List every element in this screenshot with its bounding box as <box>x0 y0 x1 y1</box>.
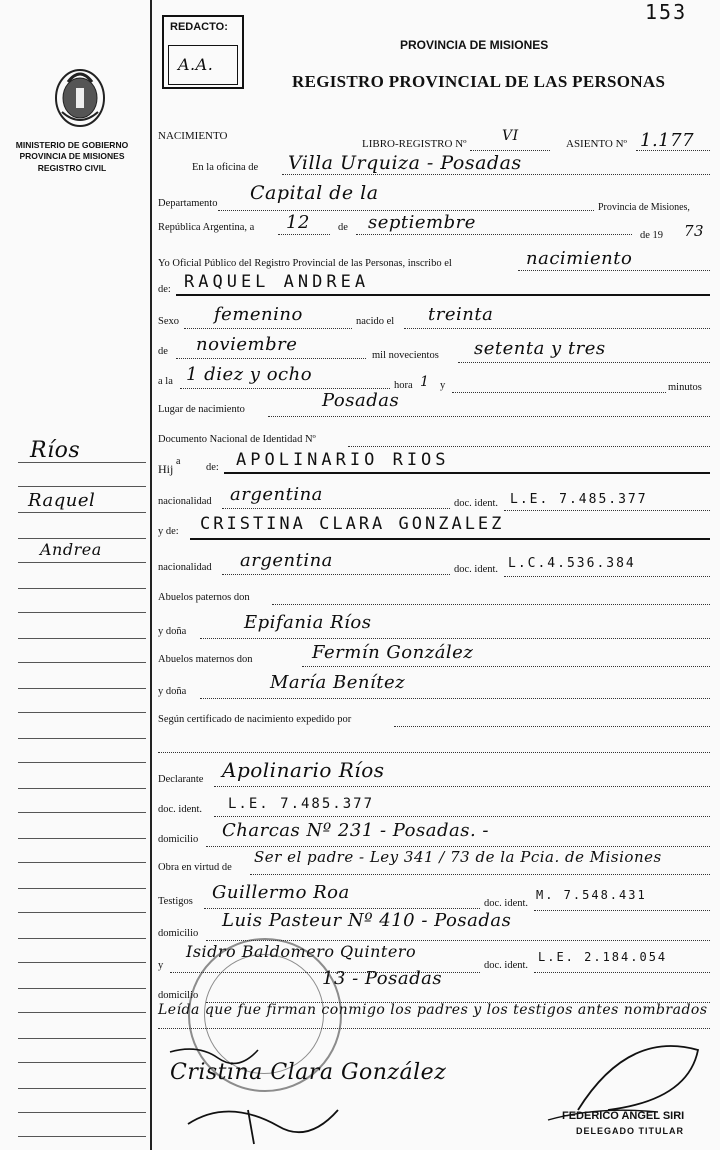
testigo1-dom: Luis Pasteur Nº 410 - Posadas <box>222 910 512 931</box>
lugar-label: Lugar de nacimiento <box>158 404 245 415</box>
redacto-box <box>162 15 244 89</box>
father-doc: L.E. 7.485.377 <box>510 492 648 507</box>
domicilio-label: domicilio <box>158 834 199 845</box>
margin-line <box>18 562 146 563</box>
redacto-label: REDACTO: <box>170 21 228 33</box>
provincia-suffix: Provincia de Misiones, <box>598 202 690 213</box>
hora-num: 1 <box>420 374 430 390</box>
lugar-line <box>268 416 710 417</box>
oficial-label: Yo Oficial Público del Registro Provincial de las Personas, inscribo el <box>158 258 452 269</box>
month-line <box>356 234 632 235</box>
minutos-label: minutos <box>668 382 702 393</box>
y-label: y <box>440 380 446 391</box>
nac2-value: argentina <box>240 550 333 571</box>
margin-line <box>18 638 146 639</box>
margin-line <box>18 538 146 539</box>
ministry-header <box>2 140 142 174</box>
mil-line <box>458 362 710 363</box>
testigo2-dom: 13 - Posadas <box>322 968 443 989</box>
libro-label: LIBRO-REGISTRO Nº <box>362 138 467 150</box>
libro-value: VI <box>502 128 519 144</box>
nacido-value: treinta <box>428 304 494 325</box>
segun-line <box>394 726 710 727</box>
father-underline <box>224 472 710 474</box>
inscribo-value: nacimiento <box>526 248 633 269</box>
domicilio2-label: domicilio <box>158 928 199 939</box>
margin-line <box>18 938 146 939</box>
departamento-line <box>218 210 594 211</box>
mother-underline <box>190 538 710 540</box>
domicilio3-label: domicilio <box>158 990 199 1001</box>
year-value: 73 <box>684 222 705 240</box>
docident2-label: doc. ident. <box>454 564 499 575</box>
nac2-line <box>222 574 450 575</box>
day-value: 12 <box>286 212 310 233</box>
nacimiento-label: NACIMIENTO <box>158 130 228 142</box>
hijo-de-label: de: <box>206 462 219 473</box>
margin-line <box>18 1088 146 1089</box>
nacido-label: nacido el <box>356 316 395 327</box>
abuela-m-line <box>200 698 710 699</box>
obra-line <box>250 874 710 875</box>
margin-line <box>18 988 146 989</box>
republica-label: República Argentina, a <box>158 222 255 233</box>
hijo-suffix: a <box>176 456 181 467</box>
margin-line <box>18 738 146 739</box>
ydona2-label: y doña <box>158 686 187 697</box>
segun-label: Según certificado de nacimiento expedido por <box>158 714 352 725</box>
testigos-label: Testigos <box>158 896 193 907</box>
month-value: septiembre <box>368 212 476 233</box>
year-prefix: de 19 <box>640 230 664 241</box>
oficina-line <box>282 174 710 175</box>
testigo1-doc: M. 7.548.431 <box>536 888 647 902</box>
margin-line <box>18 612 146 613</box>
obra-value: Ser el padre - Ley 341 / 73 de la Pcia. de Misiones <box>254 848 662 866</box>
oficina-value: Villa Urquiza - Posadas <box>288 152 522 174</box>
margin-line <box>18 512 146 513</box>
lectura-value: Leída que fue firman conmigo los padres y los testigos antes nombrados <box>158 1002 708 1018</box>
docident3-label: doc. ident. <box>158 804 203 815</box>
margin-line <box>18 688 146 689</box>
redacto-value: A.A. <box>178 55 214 74</box>
abuelos-p-label: Abuelos paternos don <box>158 592 250 603</box>
sexo-value: femenino <box>214 304 303 325</box>
hora-label: hora <box>394 380 413 391</box>
margin-line <box>18 788 146 789</box>
hijo-label: Hij <box>158 462 174 476</box>
testigo2-doc-line <box>534 972 710 973</box>
docident5-label: doc. ident. <box>484 960 529 971</box>
domicilio-line <box>206 846 710 847</box>
docident4-label: doc. ident. <box>484 898 529 909</box>
margin-line <box>18 712 146 713</box>
provincial-seal-icon <box>52 62 108 130</box>
dni-line <box>348 446 710 447</box>
declarante-value: Apolinario Ríos <box>222 758 385 782</box>
birth-month-line <box>176 358 366 359</box>
dni-label: Documento Nacional de Identidad Nº <box>158 434 316 445</box>
mother-value: CRISTINA CLARA GONZALEZ <box>200 514 505 534</box>
province-title: PROVINCIA DE MISIONES <box>400 38 549 52</box>
margin-line <box>18 486 146 487</box>
nac2-label: nacionalidad <box>158 562 212 573</box>
asiento-label: ASIENTO Nº <box>566 138 627 150</box>
declarante-line <box>214 786 710 787</box>
declarante-doc: L.E. 7.485.377 <box>228 796 375 812</box>
margin-column <box>0 0 152 1150</box>
abuelo-m-line <box>302 666 710 667</box>
testigo1-value: Guillermo Roa <box>212 882 350 903</box>
margin-line <box>18 812 146 813</box>
margin-line <box>18 888 146 889</box>
libro-line <box>470 150 550 151</box>
testigo1-line <box>204 908 480 909</box>
ministry-line1: MINISTERIO DE GOBIERNO <box>15 140 129 150</box>
testigo2-doc: L.E. 2.184.054 <box>538 950 668 964</box>
margin-line <box>18 1062 146 1063</box>
nac1-line <box>222 508 450 509</box>
abuelos-m-label: Abuelos maternos don <box>158 654 253 665</box>
domicilio-value: Charcas Nº 231 - Posadas. - <box>222 820 489 841</box>
segun-line2 <box>158 752 710 753</box>
de2-label: de: <box>158 284 171 295</box>
nacido-line <box>404 328 710 329</box>
yde-label: y de: <box>158 526 179 537</box>
inscribo-line <box>518 270 710 271</box>
asiento-value: 1.177 <box>640 130 695 151</box>
obra-label: Obra en virtud de <box>158 862 232 873</box>
margin-line <box>18 1112 146 1113</box>
testigo1-doc-line <box>534 910 710 911</box>
abuela-p-line <box>200 638 710 639</box>
father-doc-line <box>504 510 710 511</box>
ministry-line3: REGISTRO CIVIL <box>37 162 107 173</box>
sexo-line <box>184 328 352 329</box>
de-label: de <box>338 222 348 233</box>
page-number: 153 <box>645 0 688 24</box>
departamento-label: Departamento <box>158 198 218 209</box>
abuelo-m-value: Fermín González <box>312 642 474 663</box>
hora-line <box>180 388 390 389</box>
ydona1-label: y doña <box>158 626 187 637</box>
registry-title: REGISTRO PROVINCIAL DE LAS PERSONAS <box>292 72 666 91</box>
signature-mother: Cristina Clara González <box>170 1060 447 1085</box>
margin-line <box>18 838 146 839</box>
margin-surname: Ríos <box>30 438 81 463</box>
official-title: DELEGADO TITULAR <box>576 1126 684 1136</box>
abuela-p-value: Epifania Ríos <box>244 612 372 633</box>
ministry-line2: PROVINCIA DE MISIONES <box>19 151 125 162</box>
minutos-line <box>452 392 666 393</box>
name-underline <box>176 294 710 296</box>
day-line <box>278 234 330 235</box>
departamento-value: Capital de la <box>250 182 379 204</box>
margin-line <box>18 1038 146 1039</box>
declarante-label: Declarante <box>158 774 204 785</box>
mother-doc: L.C.4.536.384 <box>508 556 636 571</box>
mother-doc-line <box>504 576 710 577</box>
margin-first-name: Raquel <box>28 490 96 511</box>
margin-line <box>18 762 146 763</box>
docident-label: doc. ident. <box>454 498 499 509</box>
ala-label: a la <box>158 376 173 387</box>
nac1-value: argentina <box>230 484 323 505</box>
hora-value: 1 diez y ocho <box>186 364 313 385</box>
abuela-m-value: María Benítez <box>270 672 406 693</box>
margin-line <box>18 862 146 863</box>
testigo2-value: Isidro Baldomero Quintero <box>186 942 417 961</box>
de3-label: de <box>158 346 168 357</box>
mil-value: setenta y tres <box>474 338 606 359</box>
margin-line <box>18 1012 146 1013</box>
mil-label: mil novecientos <box>372 350 439 361</box>
sexo-label: Sexo <box>158 316 179 327</box>
y2-label: y <box>158 960 164 971</box>
birth-month-value: noviembre <box>196 334 298 355</box>
lugar-value: Posadas <box>322 390 400 411</box>
margin-line <box>18 588 146 589</box>
official-name: FEDERICO ANGEL SIRI <box>562 1110 685 1122</box>
margin-line <box>18 912 146 913</box>
declarante-doc-line <box>214 816 710 817</box>
name-value: RAQUEL ANDREA <box>184 272 370 292</box>
nac1-label: nacionalidad <box>158 496 212 507</box>
margin-middle-name: Andrea <box>40 540 102 559</box>
abuelo-p-line <box>272 604 710 605</box>
margin-line <box>18 662 146 663</box>
margin-line <box>18 962 146 963</box>
margin-line <box>18 1136 146 1137</box>
father-value: APOLINARIO RIOS <box>236 450 450 470</box>
oficina-label: En la oficina de <box>192 162 259 173</box>
